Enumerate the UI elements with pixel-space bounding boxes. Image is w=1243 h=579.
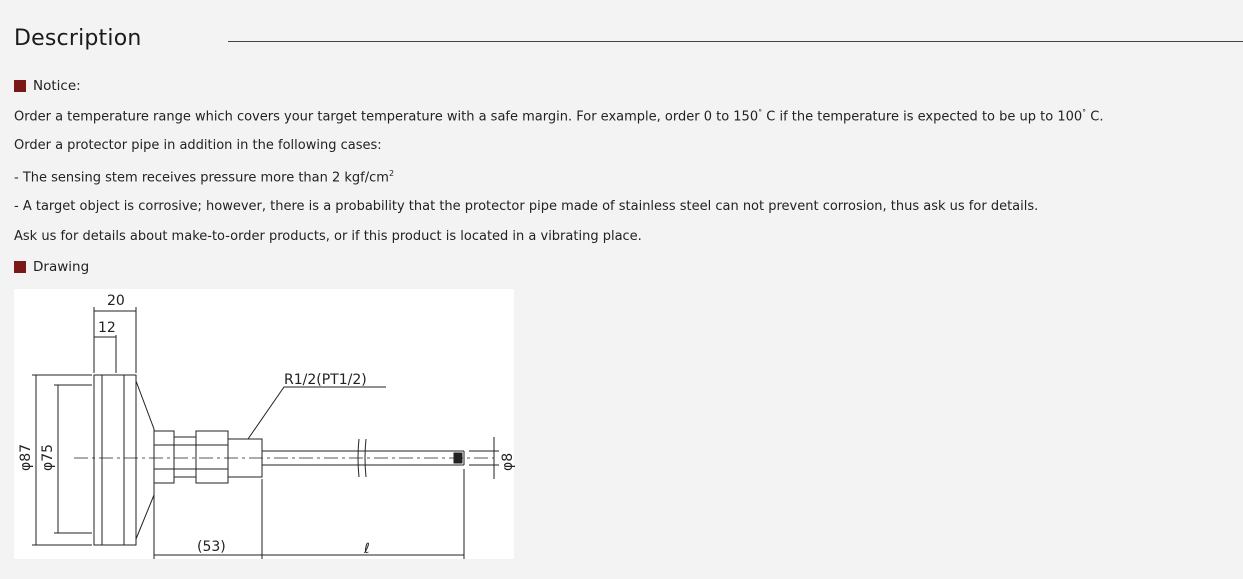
notice-paragraph-2: Order a protector pipe in addition in the following cases:: [14, 138, 382, 153]
para1-text-b: C if the temperature is expected to be up to 100: [762, 109, 1083, 125]
dim-phi87: φ87: [18, 443, 34, 471]
para1-text-a: Order a temperature range which covers your target temperature with a safe margin. For example, order 0 to 150: [14, 109, 759, 125]
drawing-heading-label: Drawing: [33, 259, 90, 275]
technical-drawing: [14, 289, 514, 559]
superscript-2: 2: [388, 169, 395, 178]
dim-53: (53): [197, 539, 226, 555]
section-title: Description: [14, 26, 142, 51]
dim-l: ℓ: [364, 541, 370, 557]
dim-phi75: φ75: [40, 443, 56, 471]
bullet1-text: - The sensing stem receives pressure more than 2 kgf/cm: [14, 170, 389, 186]
drawing-heading: [14, 259, 89, 275]
notice-paragraph-1: [14, 108, 1103, 124]
dim-12: 12: [98, 320, 116, 336]
thread-label: R1/2(PT1/2): [284, 372, 367, 388]
bullet-square-icon: [14, 80, 26, 92]
dim-20: 20: [107, 293, 125, 309]
section-divider: [228, 41, 1243, 42]
notice-paragraph-3: Ask us for details about make-to-order products, or if this product is located in a vibrating place.: [14, 229, 642, 244]
notice-heading-label: Notice:: [33, 78, 81, 94]
dim-phi8: φ8: [500, 452, 516, 471]
degree-sign: °: [1082, 108, 1087, 117]
dial-face-outline: [94, 375, 136, 545]
bullet-square-icon: [14, 261, 26, 273]
thermometer-drawing: [14, 289, 514, 559]
para1-text-c: C.: [1086, 109, 1104, 125]
nut-1: [154, 431, 174, 483]
degree-sign: °: [758, 108, 763, 117]
notice-heading: [14, 78, 81, 94]
nut-2: [196, 431, 228, 483]
description-header: [14, 26, 1243, 58]
notice-bullet-2: - A target object is corrosive; however, there is a probability that the protector pipe made of stainless steel can not prevent corrosion, thus ask us for details.: [14, 199, 1039, 214]
notice-bullet-1: [14, 169, 394, 185]
